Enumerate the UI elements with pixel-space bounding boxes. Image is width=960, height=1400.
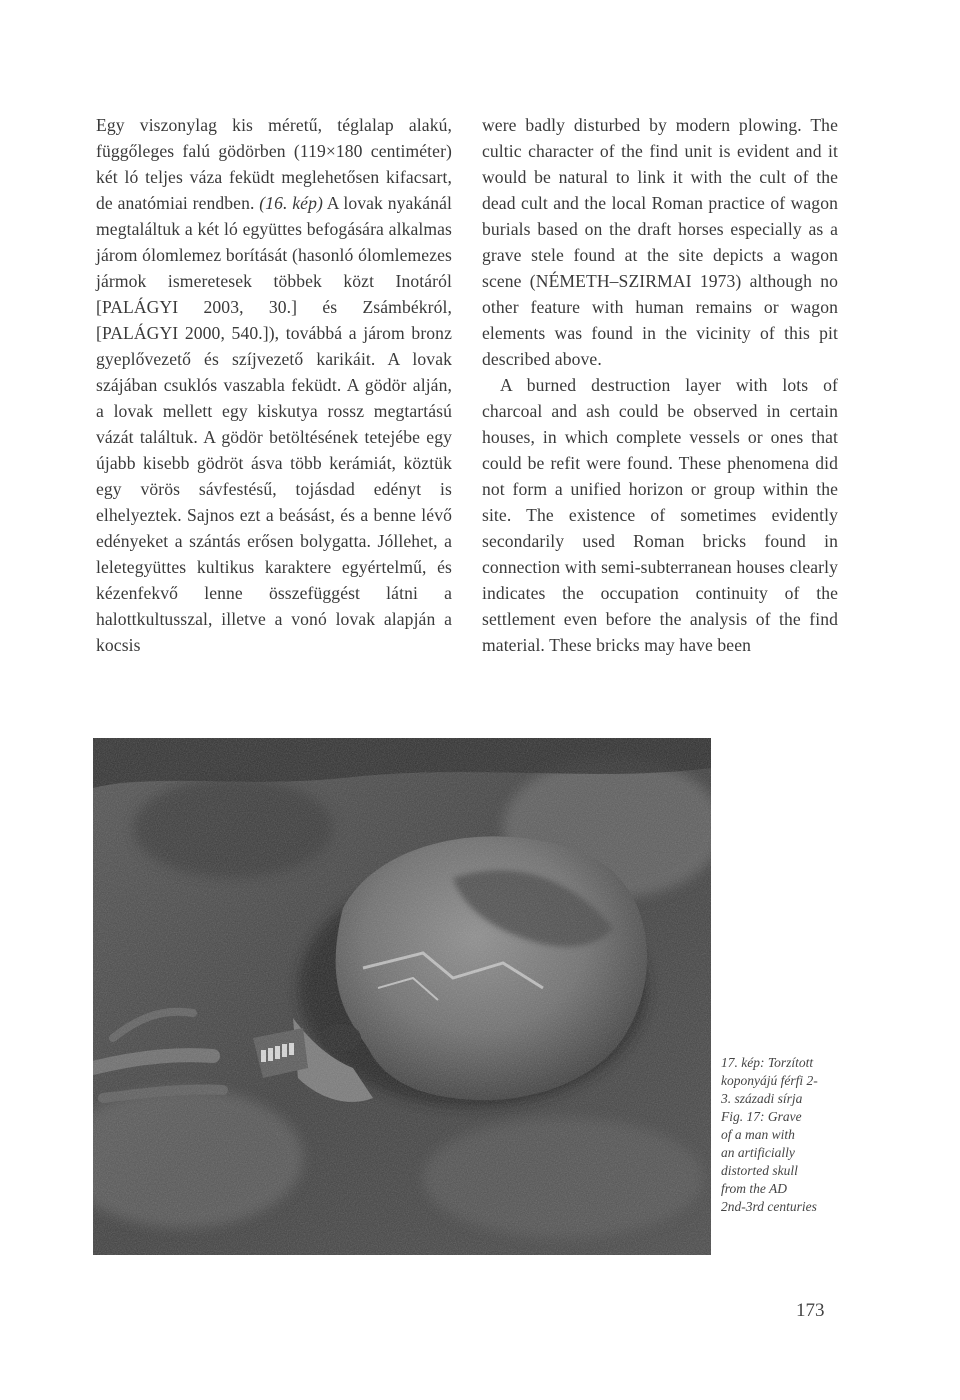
left-text-column	[96, 112, 452, 658]
paragraph-text-2: A lovak nyakánál megtaláltuk a két ló együttes befogására alkalmas járom ólomlemez borítását (hasonló ólomlemezes jármok ismeretesek többek közt Inotáról [PALÁGYI 2003, 30.] és Zsámbékról, [PALÁGYI 2000, 540.]), továbbá a járom bronz gyeplővezető és szíjvezető karikáit. A lovak szájában csuklós vaszabla feküdt. A gödör alján, a lovak mellett egy kiskutya rossz megtartású vázát találtuk. A gödör betöltésének tetejébe egy újabb kisebb gödröt ásva több kerámiát, köztük egy vörös sávfestésű, tojásdad edényt is elhelyeztek. Sajnos ezt a beásást, és a benne lévő edényeket a szántás erősen bolygatta. Jóllehet, a leletegyüttes kultikus karaktere egyértelmű, és kézenfekvő lenne összefüggést látni a halottkultusszal, illetve a vonó lovak alapján a kocsis	[96, 193, 453, 655]
paragraph-text-1: Egy viszonylag kis méretű, téglalap alakú, függőleges falú gödörben (119×180 centiméter) két ló teljes váza feküdt meglehetősen kifacsart, de anatómiai rendben.	[96, 115, 452, 213]
caption-line: 3. századi sírja	[721, 1091, 803, 1106]
right-text-column	[482, 112, 838, 658]
figure-caption	[721, 1054, 841, 1216]
page-number: 173	[796, 1300, 825, 1321]
caption-line: from the AD	[721, 1181, 787, 1196]
figure-reference: (16. kép)	[259, 193, 323, 213]
english-paragraph-1: were badly disturbed by modern plowing. The cultic character of the find unit is evident and it would be natural to link it with the cult of the dead cult and the local Roman practice of wagon burials based on the draft horses especially as a grave stele found at the site depicts a wagon scene (NÉMETH–SZIRMAI 1973) although no other feature with human remains or wagon elements was found in the vicinity of this pit described above.	[482, 115, 838, 369]
hungarian-paragraph	[96, 112, 452, 658]
excavation-photo	[93, 738, 711, 1255]
caption-line: 2nd-3rd centuries	[721, 1199, 817, 1214]
skull-grave-photo-image	[93, 738, 711, 1255]
caption-line: distorted skull	[721, 1163, 798, 1178]
caption-line: an artificially	[721, 1145, 795, 1160]
english-paragraph-2: A burned destruction layer with lots of charcoal and ash could be observed in certain houses, in which complete vessels or ones that could be refit were found. These phenomena did not form a unified horizon or group within the site. The existence of sometimes evidently secondarily used Roman bricks found in connection with semi-subterranean houses clearly indicates the occupation continuity of the settlement even before the analysis of the find material. These bricks may have been	[482, 375, 838, 655]
caption-line: of a man with	[721, 1127, 795, 1142]
caption-line: koponyájú férfi 2-	[721, 1073, 818, 1088]
caption-line: Fig. 17: Grave	[721, 1109, 802, 1124]
caption-line: 17. kép: Torzított	[721, 1055, 814, 1070]
